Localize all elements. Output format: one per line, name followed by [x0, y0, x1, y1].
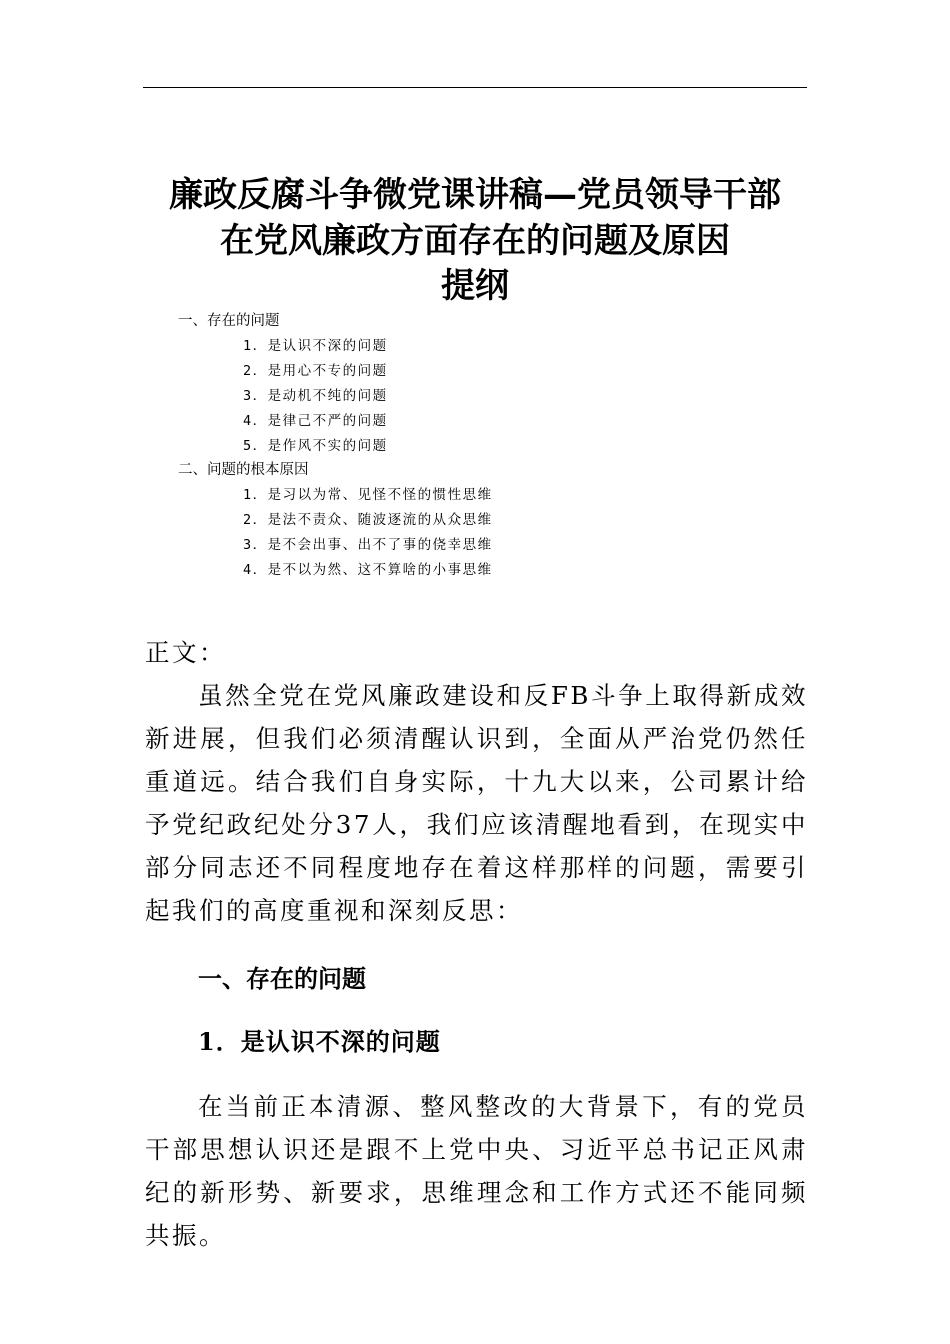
body-paragraph: 在当前正本清源、整风整改的大背景下，有的党员干部思想认识还是跟不上党中央、习近平总书记正风肃纪的新形势、新要求，思维理念和工作方式还不能同频共振。	[145, 1092, 808, 1250]
section-heading: 一、存在的问题	[198, 965, 366, 993]
outline-section-2-heading: 二、问题的根本原因	[178, 462, 309, 478]
outline-item: 1．是认识不深的问题	[243, 338, 388, 354]
document-title-line-3: 提纲	[441, 266, 509, 306]
document-title-line-1: 廉政反腐斗争微党课讲稿—党员领导干部	[169, 175, 781, 215]
header-rule	[143, 87, 807, 88]
outline-item: 3．是不会出事、出不了事的侥幸思维	[243, 537, 493, 553]
outline-item: 2．是用心不专的问题	[243, 363, 388, 379]
outline-item: 4．是不以为然、这不算啥的小事思维	[243, 562, 493, 578]
subsection-heading: 1．是认识不深的问题	[198, 1027, 441, 1056]
outline-item: 1．是习以为常、见怪不怪的惯性思维	[243, 487, 493, 503]
body-label: 正文：	[145, 638, 226, 667]
intro-paragraph: 虽然全党在党风廉政建设和反FB斗争上取得新成效新进展，但我们必须清醒认识到，全面从严治党仍然任重道远。结合我们自身实际，十九大以来，公司累计给予党纪政纪处分37人，我们应该清醒地看到，在现实中部分同志还不同程度地存在着这样那样的问题，需要引起我们的高度重视和深刻反思：	[145, 681, 808, 925]
outline-item: 5．是作风不实的问题	[243, 438, 388, 454]
outline-item: 3．是动机不纯的问题	[243, 388, 388, 404]
outline-item: 4．是律己不严的问题	[243, 413, 388, 429]
outline-item: 2．是法不责众、随波逐流的从众思维	[243, 512, 493, 528]
outline-section-1-heading: 一、存在的问题	[178, 313, 280, 329]
document-title-line-2: 在党风廉政方面存在的问题及原因	[220, 221, 730, 261]
